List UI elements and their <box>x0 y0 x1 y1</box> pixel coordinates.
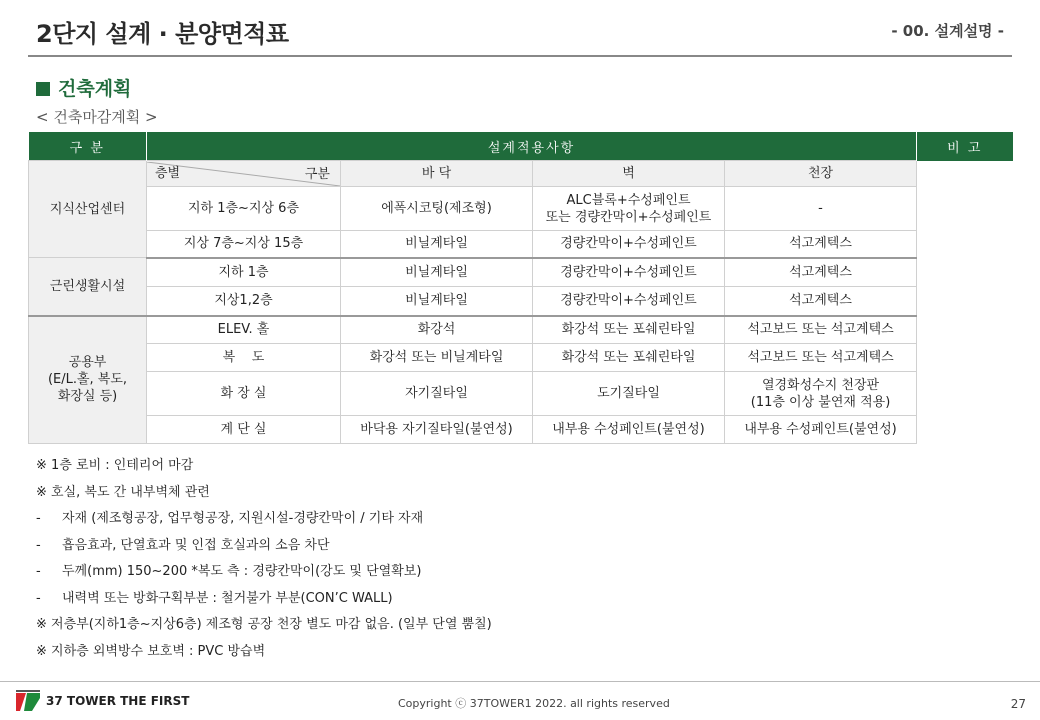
group-name: 지식산업센터 <box>29 161 147 258</box>
wall-cell: ALC블록+수성페인트 또는 경량칸막이+수성페인트 <box>533 187 725 231</box>
ceiling-cell: 내부용 수성페인트(불연성) <box>725 416 917 444</box>
floor-cell: 지하 1층~지상 6층 <box>147 187 341 231</box>
table-row <box>29 231 1013 258</box>
floor-cell: 복 도 <box>147 344 341 372</box>
floor-cell: 계 단 실 <box>147 416 341 444</box>
floor-cell: ELEV. 홀 <box>147 316 341 344</box>
table-subheader-row <box>29 161 1013 187</box>
brand-logo-icon <box>16 690 40 712</box>
subheader-floor-finish: 바 닥 <box>341 161 533 187</box>
table-row <box>29 372 1013 416</box>
wall-cell: 경량칸막이+수성페인트 <box>533 231 725 258</box>
floor-division-header <box>147 161 341 187</box>
wall-cell: 경량칸막이+수성페인트 <box>533 258 725 287</box>
floor-finish-cell: 비닐계타일 <box>341 231 533 258</box>
ceiling-cell: 석고계텍스 <box>725 231 917 258</box>
note-text: 1층 로비 : 인테리어 마감 <box>51 458 194 473</box>
note-prefix: - <box>36 511 41 526</box>
note-prefix: - <box>36 564 41 579</box>
floor-finish-cell: 에폭시코팅(제조형) <box>341 187 533 231</box>
header-spec: 설계적용사항 <box>147 132 917 161</box>
remark-cell <box>917 161 1013 444</box>
footer-divider <box>0 681 1040 682</box>
floor-finish-cell: 비닐계타일 <box>341 258 533 287</box>
floor-finish-cell: 화강석 <box>341 316 533 344</box>
note-item <box>36 484 492 511</box>
section-tag: - 00. 설계설명 - <box>891 22 1004 40</box>
note-item <box>36 510 492 537</box>
floor-cell: 화 장 실 <box>147 372 341 416</box>
note-text: 자재 (제조형공장, 업무형공장, 지원시설-경량칸막이 / 기타 자재 <box>62 511 424 526</box>
note-text: 호실, 복도 간 내부벽체 관련 <box>51 484 210 500</box>
header-divider <box>28 55 1012 57</box>
ceiling-cell: 석고계텍스 <box>725 258 917 287</box>
subheader-floor: 층별 <box>155 165 181 181</box>
notes-list <box>36 457 492 669</box>
note-item <box>36 616 492 643</box>
footer-copyright: Copyright ⓒ 37TOWER1 2022. all rights reserved <box>398 697 670 710</box>
note-prefix: - <box>36 590 41 606</box>
note-item <box>36 457 492 484</box>
wall-cell: 도기질타일 <box>533 372 725 416</box>
subheader-wall: 벽 <box>533 161 725 187</box>
footer-brand: 37 TOWER THE FIRST <box>46 694 190 708</box>
floor-cell: 지상 7층~지상 15층 <box>147 231 341 258</box>
section-subheading: < 건축마감계획 > <box>36 108 158 126</box>
note-text: 지하층 외벽방수 보호벽 : PVC 방습벽 <box>51 643 266 659</box>
floor-cell: 지상1,2층 <box>147 287 341 316</box>
floor-finish-cell: 화강석 또는 비닐계타일 <box>341 344 533 372</box>
header-category: 구 분 <box>29 132 147 161</box>
note-item <box>36 563 492 590</box>
ceiling-cell: 석고보드 또는 석고계텍스 <box>725 344 917 372</box>
group-name: 근린생활시설 <box>29 258 147 316</box>
ceiling-cell: - <box>725 187 917 231</box>
table-row <box>29 187 1013 231</box>
table-row <box>29 416 1013 444</box>
ceiling-cell: 석고계텍스 <box>725 287 917 316</box>
note-text: 흡음효과, 단열효과 및 인접 호실과의 소음 차단 <box>62 537 330 553</box>
page-number: 27 <box>1010 697 1026 711</box>
note-prefix: ※ <box>36 484 47 500</box>
floor-cell: 지하 1층 <box>147 258 341 287</box>
square-bullet-icon <box>36 82 50 96</box>
table-row <box>29 287 1013 316</box>
note-text: 저층부(지하1층~지상6층) 제조형 공장 천장 별도 마감 없음. (일부 단열 뿜칠) <box>51 617 492 632</box>
wall-cell: 화강석 또는 포쉐린타일 <box>533 344 725 372</box>
ceiling-cell: 열경화성수지 천장판 (11층 이상 불연재 적용) <box>725 372 917 416</box>
subheader-division: 구분 <box>304 166 330 182</box>
table-row <box>29 316 1013 344</box>
floor-finish-cell: 비닐계타일 <box>341 287 533 316</box>
group-name: 공용부 (E/L.홀, 복도, 화장실 등) <box>29 316 147 444</box>
note-prefix: ※ <box>36 458 47 473</box>
section-heading-label: 건축계획 <box>58 78 132 100</box>
wall-cell: 화강석 또는 포쉐린타일 <box>533 316 725 344</box>
note-prefix: ※ <box>36 643 47 659</box>
note-item <box>36 590 492 617</box>
floor-finish-cell: 바닥용 자기질타일(불연성) <box>341 416 533 444</box>
note-prefix: ※ <box>36 617 47 632</box>
header-remark: 비 고 <box>917 132 1013 161</box>
wall-cell: 경량칸막이+수성페인트 <box>533 287 725 316</box>
page-title: 2단지 설계 · 분양면적표 <box>36 20 289 48</box>
finish-spec-table <box>28 132 1013 444</box>
table-row <box>29 344 1013 372</box>
note-prefix: - <box>36 537 41 553</box>
table-row <box>29 258 1013 287</box>
subheader-ceiling: 천장 <box>725 161 917 187</box>
section-heading <box>36 74 131 101</box>
note-item <box>36 537 492 564</box>
wall-cell: 내부용 수성페인트(불연성) <box>533 416 725 444</box>
note-text: 내력벽 또는 방화구획부분 : 철거불가 부분(CON’C WALL) <box>62 590 393 606</box>
table-header-row <box>29 132 1013 161</box>
ceiling-cell: 석고보드 또는 석고계텍스 <box>725 316 917 344</box>
note-item <box>36 643 492 670</box>
note-text: 두께(mm) 150~200 *복도 측 : 경량칸막이(강도 및 단열확보) <box>62 564 422 579</box>
floor-finish-cell: 자기질타일 <box>341 372 533 416</box>
